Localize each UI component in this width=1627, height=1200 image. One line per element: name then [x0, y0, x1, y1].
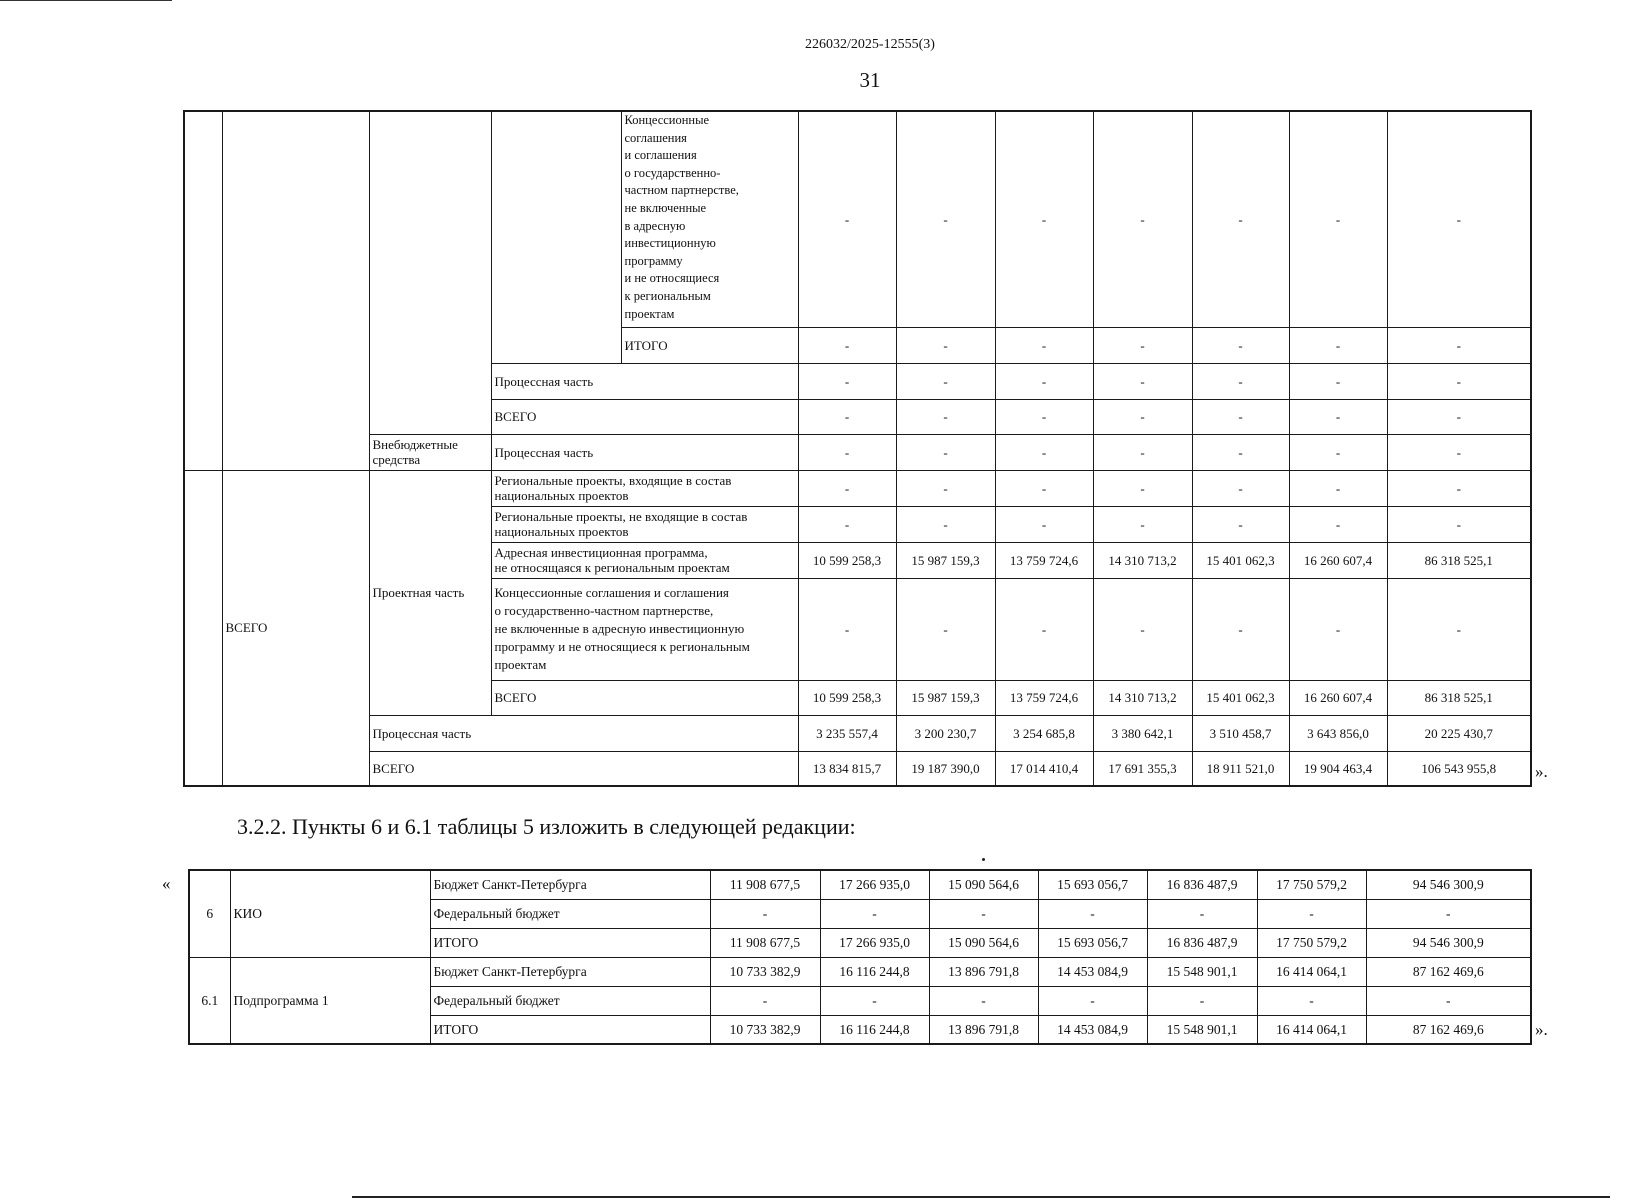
row-label: ИТОГО — [430, 928, 710, 957]
part-cell-empty — [491, 111, 621, 363]
value-cell: 17 014 410,4 — [995, 751, 1093, 786]
value-cell: 16 116 244,8 — [820, 1015, 929, 1044]
closing-quote: ». — [1535, 1020, 1548, 1039]
value-cell: 13 896 791,8 — [929, 1015, 1038, 1044]
table-row — [189, 957, 1531, 986]
row-label: Концессионные соглашения и соглашения о государственно-частном партнерстве, не включенные в адресную инвестиционную программу и не относящиеся к региональным проектам — [491, 578, 798, 680]
value-cell: 17 266 935,0 — [820, 870, 929, 899]
total-label: ВСЕГО — [222, 470, 369, 786]
value-cell: - — [1147, 986, 1257, 1015]
value-cell: - — [896, 578, 995, 680]
value-cell: 14 310 713,2 — [1093, 680, 1192, 715]
value-cell: 15 548 901,1 — [1147, 957, 1257, 986]
value-cell: - — [1192, 470, 1289, 506]
value-cell: - — [1387, 434, 1531, 470]
value-cell: 13 759 724,6 — [995, 680, 1093, 715]
value-cell: - — [1366, 986, 1531, 1015]
value-cell: 18 911 521,0 — [1192, 751, 1289, 786]
value-cell: - — [995, 578, 1093, 680]
row-label: Процессная часть — [491, 434, 798, 470]
row-label: Процессная часть — [491, 363, 798, 399]
value-cell: - — [1192, 578, 1289, 680]
value-cell: 106 543 955,8 — [1387, 751, 1531, 786]
value-cell: 3 643 856,0 — [1289, 715, 1387, 751]
page-number: 31 — [859, 68, 881, 92]
value-cell: - — [995, 434, 1093, 470]
value-cell: - — [1093, 327, 1192, 363]
table-row — [189, 870, 1531, 899]
value-cell: 15 693 056,7 — [1038, 870, 1147, 899]
value-cell: - — [896, 434, 995, 470]
value-cell: - — [798, 111, 896, 327]
value-cell: - — [1038, 899, 1147, 928]
value-cell: - — [896, 363, 995, 399]
value-cell: - — [1093, 399, 1192, 434]
scan-dot — [982, 858, 985, 861]
row-name: Подпрограмма 1 — [230, 957, 430, 1044]
value-cell: - — [896, 327, 995, 363]
value-cell: 15 090 564,6 — [929, 928, 1038, 957]
value-cell: - — [1289, 470, 1387, 506]
value-cell: - — [1387, 111, 1531, 327]
table-row — [184, 470, 1531, 506]
document-id: 226032/2025-12555(3) — [805, 37, 935, 52]
value-cell: 16 414 064,1 — [1257, 1015, 1366, 1044]
value-cell: 15 987 159,3 — [896, 680, 995, 715]
row-label: Региональные проекты, входящие в состав национальных проектов — [491, 470, 798, 506]
value-cell: - — [995, 470, 1093, 506]
row-label: Федеральный бюджет — [430, 899, 710, 928]
value-cell: - — [995, 399, 1093, 434]
value-cell: 86 318 525,1 — [1387, 680, 1531, 715]
value-cell: - — [995, 363, 1093, 399]
value-cell: - — [1387, 470, 1531, 506]
value-cell: 15 548 901,1 — [1147, 1015, 1257, 1044]
value-cell: - — [1093, 434, 1192, 470]
value-cell: 15 401 062,3 — [1192, 542, 1289, 578]
value-cell: - — [1289, 578, 1387, 680]
value-cell: - — [820, 899, 929, 928]
table-row — [184, 434, 1531, 470]
value-cell: - — [929, 899, 1038, 928]
value-cell: - — [1093, 506, 1192, 542]
value-cell: 94 546 300,9 — [1366, 870, 1531, 899]
value-cell: - — [1192, 363, 1289, 399]
value-cell: - — [1289, 363, 1387, 399]
value-cell: - — [1289, 434, 1387, 470]
row-label: ВСЕГО — [491, 680, 798, 715]
value-cell: - — [995, 111, 1093, 327]
value-cell: 94 546 300,9 — [1366, 928, 1531, 957]
closing-quote: ». — [1535, 762, 1548, 781]
value-cell: - — [1038, 986, 1147, 1015]
value-cell: - — [1387, 578, 1531, 680]
table-row — [184, 715, 1531, 751]
value-cell: - — [1366, 899, 1531, 928]
opening-quote: « — [162, 874, 171, 893]
value-cell: - — [1192, 434, 1289, 470]
index-cell-empty — [184, 111, 222, 470]
value-cell: 16 260 607,4 — [1289, 542, 1387, 578]
value-cell: - — [1093, 111, 1192, 327]
value-cell: - — [1387, 327, 1531, 363]
value-cell: 87 162 469,6 — [1366, 1015, 1531, 1044]
value-cell: - — [929, 986, 1038, 1015]
row-label: ВСЕГО — [369, 751, 798, 786]
value-cell: - — [710, 899, 820, 928]
value-cell: 16 260 607,4 — [1289, 680, 1387, 715]
value-cell: 16 836 487,9 — [1147, 928, 1257, 957]
funding-source-label: Внебюджетные средства — [369, 434, 491, 470]
value-cell: 16 836 487,9 — [1147, 870, 1257, 899]
row-label: ВСЕГО — [491, 399, 798, 434]
row-label: Федеральный бюджет — [430, 986, 710, 1015]
row-label: Бюджет Санкт-Петербурга — [430, 870, 710, 899]
value-cell: - — [896, 470, 995, 506]
value-cell: 86 318 525,1 — [1387, 542, 1531, 578]
value-cell: 15 401 062,3 — [1192, 680, 1289, 715]
value-cell: - — [1289, 399, 1387, 434]
value-cell: - — [798, 470, 896, 506]
row-label: Концессионные соглашения и соглашения о государственно- частном партнерстве, не включенные в адресную инвестиционную программу и не относящиеся к региональным проектам — [621, 111, 798, 327]
value-cell: - — [1289, 327, 1387, 363]
value-cell: - — [1192, 399, 1289, 434]
project-part-label: Проектная часть — [369, 470, 491, 715]
value-cell: - — [1192, 111, 1289, 327]
value-cell: 19 904 463,4 — [1289, 751, 1387, 786]
value-cell: 16 116 244,8 — [820, 957, 929, 986]
value-cell: 13 759 724,6 — [995, 542, 1093, 578]
value-cell: 16 414 064,1 — [1257, 957, 1366, 986]
value-cell: 14 310 713,2 — [1093, 542, 1192, 578]
value-cell: 3 254 685,8 — [995, 715, 1093, 751]
value-cell: 17 750 579,2 — [1257, 870, 1366, 899]
table-row — [184, 751, 1531, 786]
value-cell: 17 750 579,2 — [1257, 928, 1366, 957]
value-cell: 3 510 458,7 — [1192, 715, 1289, 751]
value-cell: 3 380 642,1 — [1093, 715, 1192, 751]
value-cell: 10 599 258,3 — [798, 542, 896, 578]
value-cell: 10 599 258,3 — [798, 680, 896, 715]
value-cell: 13 896 791,8 — [929, 957, 1038, 986]
row-label: ИТОГО — [430, 1015, 710, 1044]
table-row — [184, 111, 1531, 327]
value-cell: 15 987 159,3 — [896, 542, 995, 578]
value-cell: - — [1257, 899, 1366, 928]
value-cell: - — [995, 327, 1093, 363]
value-cell: 17 266 935,0 — [820, 928, 929, 957]
value-cell: - — [1192, 327, 1289, 363]
executor-cell-empty — [222, 111, 369, 470]
row-name: КИО — [230, 870, 430, 957]
row-label: Процессная часть — [369, 715, 798, 751]
section-heading: 3.2.2. Пункты 6 и 6.1 таблицы 5 изложить в следующей редакции: — [237, 814, 856, 839]
value-cell: 13 834 815,7 — [798, 751, 896, 786]
value-cell: 10 733 382,9 — [710, 957, 820, 986]
value-cell: - — [1093, 578, 1192, 680]
source-cell-empty — [369, 111, 491, 434]
row-label: Адресная инвестиционная программа, не относящаяся к региональным проектам — [491, 542, 798, 578]
value-cell: 3 200 230,7 — [896, 715, 995, 751]
value-cell: 3 235 557,4 — [798, 715, 896, 751]
value-cell: - — [1093, 470, 1192, 506]
value-cell: 15 090 564,6 — [929, 870, 1038, 899]
value-cell: - — [896, 399, 995, 434]
row-label: ИТОГО — [621, 327, 798, 363]
table-5-excerpt — [188, 869, 1532, 1045]
value-cell: - — [1289, 111, 1387, 327]
value-cell: - — [798, 434, 896, 470]
value-cell: 11 908 677,5 — [710, 928, 820, 957]
value-cell: - — [1093, 363, 1192, 399]
value-cell: 14 453 084,9 — [1038, 1015, 1147, 1044]
value-cell: - — [710, 986, 820, 1015]
value-cell: - — [798, 506, 896, 542]
value-cell: - — [1192, 506, 1289, 542]
value-cell: - — [798, 578, 896, 680]
value-cell: - — [896, 111, 995, 327]
value-cell: - — [1387, 399, 1531, 434]
value-cell: - — [798, 399, 896, 434]
value-cell: - — [1257, 986, 1366, 1015]
value-cell: 15 693 056,7 — [1038, 928, 1147, 957]
value-cell: 19 187 390,0 — [896, 751, 995, 786]
value-cell: - — [798, 327, 896, 363]
budget-table-continued — [183, 110, 1532, 787]
row-label: Региональные проекты, не входящие в состав национальных проектов — [491, 506, 798, 542]
value-cell: 17 691 355,3 — [1093, 751, 1192, 786]
value-cell: - — [896, 506, 995, 542]
value-cell: 20 225 430,7 — [1387, 715, 1531, 751]
value-cell: - — [1387, 363, 1531, 399]
bottom-scan-line — [352, 1196, 1610, 1198]
value-cell: - — [820, 986, 929, 1015]
row-number: 6 — [189, 870, 230, 957]
value-cell: - — [1387, 506, 1531, 542]
top-scan-line — [0, 0, 172, 1]
row-number: 6.1 — [189, 957, 230, 1044]
row-label: Бюджет Санкт-Петербурга — [430, 957, 710, 986]
value-cell: - — [1289, 506, 1387, 542]
value-cell: - — [1147, 899, 1257, 928]
value-cell: 10 733 382,9 — [710, 1015, 820, 1044]
value-cell: 87 162 469,6 — [1366, 957, 1531, 986]
value-cell: - — [995, 506, 1093, 542]
value-cell: 11 908 677,5 — [710, 870, 820, 899]
index-cell-empty — [184, 470, 222, 786]
value-cell: 14 453 084,9 — [1038, 957, 1147, 986]
value-cell: - — [798, 363, 896, 399]
